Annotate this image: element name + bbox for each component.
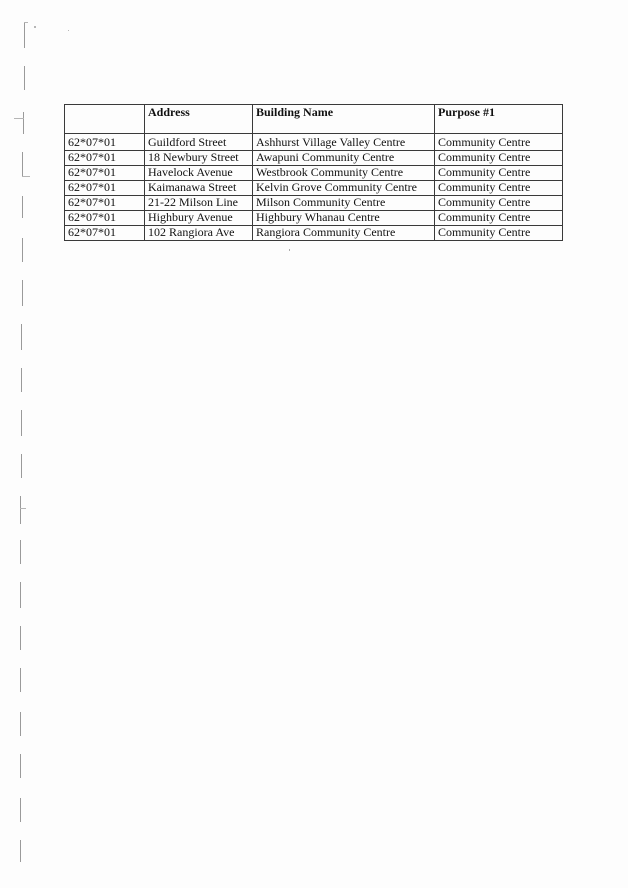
cell-code: 62*07*01 bbox=[65, 196, 145, 211]
table-row bbox=[65, 211, 563, 226]
cell-building-name: Milson Community Centre bbox=[253, 196, 435, 211]
cell-code: 62*07*01 bbox=[65, 211, 145, 226]
table-row bbox=[65, 196, 563, 211]
cell-purpose: Community Centre bbox=[435, 151, 563, 166]
cell-building-name: Kelvin Grove Community Centre bbox=[253, 181, 435, 196]
header-address: Address bbox=[145, 105, 253, 134]
table-row bbox=[65, 151, 563, 166]
cell-building-name: Ashhurst Village Valley Centre bbox=[253, 134, 435, 151]
cell-code: 62*07*01 bbox=[65, 134, 145, 151]
cell-purpose: Community Centre bbox=[435, 134, 563, 151]
header-building-name: Building Name bbox=[253, 105, 435, 134]
cell-address: 21-22 Milson Line bbox=[145, 196, 253, 211]
binding-marks bbox=[0, 0, 40, 888]
scan-speck bbox=[68, 30, 69, 31]
cell-purpose: Community Centre bbox=[435, 211, 563, 226]
cell-address: Kaimanawa Street bbox=[145, 181, 253, 196]
community-centre-table bbox=[64, 104, 563, 241]
header-purpose: Purpose #1 bbox=[435, 105, 563, 134]
table-row bbox=[65, 134, 563, 151]
scan-speck bbox=[289, 249, 290, 251]
cell-purpose: Community Centre bbox=[435, 181, 563, 196]
cell-building-name: Highbury Whanau Centre bbox=[253, 211, 435, 226]
cell-code: 62*07*01 bbox=[65, 226, 145, 241]
cell-purpose: Community Centre bbox=[435, 166, 563, 181]
cell-address: Guildford Street bbox=[145, 134, 253, 151]
cell-code: 62*07*01 bbox=[65, 181, 145, 196]
table-row bbox=[65, 226, 563, 241]
cell-purpose: Community Centre bbox=[435, 196, 563, 211]
table-row bbox=[65, 181, 563, 196]
cell-address: Highbury Avenue bbox=[145, 211, 253, 226]
cell-code: 62*07*01 bbox=[65, 151, 145, 166]
cell-code: 62*07*01 bbox=[65, 166, 145, 181]
cell-building-name: Rangiora Community Centre bbox=[253, 226, 435, 241]
table-header-row bbox=[65, 105, 563, 134]
cell-building-name: Awapuni Community Centre bbox=[253, 151, 435, 166]
cell-building-name: Westbrook Community Centre bbox=[253, 166, 435, 181]
cell-purpose: Community Centre bbox=[435, 226, 563, 241]
scan-speck bbox=[34, 26, 36, 28]
cell-address: 102 Rangiora Ave bbox=[145, 226, 253, 241]
cell-address: Havelock Avenue bbox=[145, 166, 253, 181]
header-code bbox=[65, 105, 145, 134]
cell-address: 18 Newbury Street bbox=[145, 151, 253, 166]
table-row bbox=[65, 166, 563, 181]
